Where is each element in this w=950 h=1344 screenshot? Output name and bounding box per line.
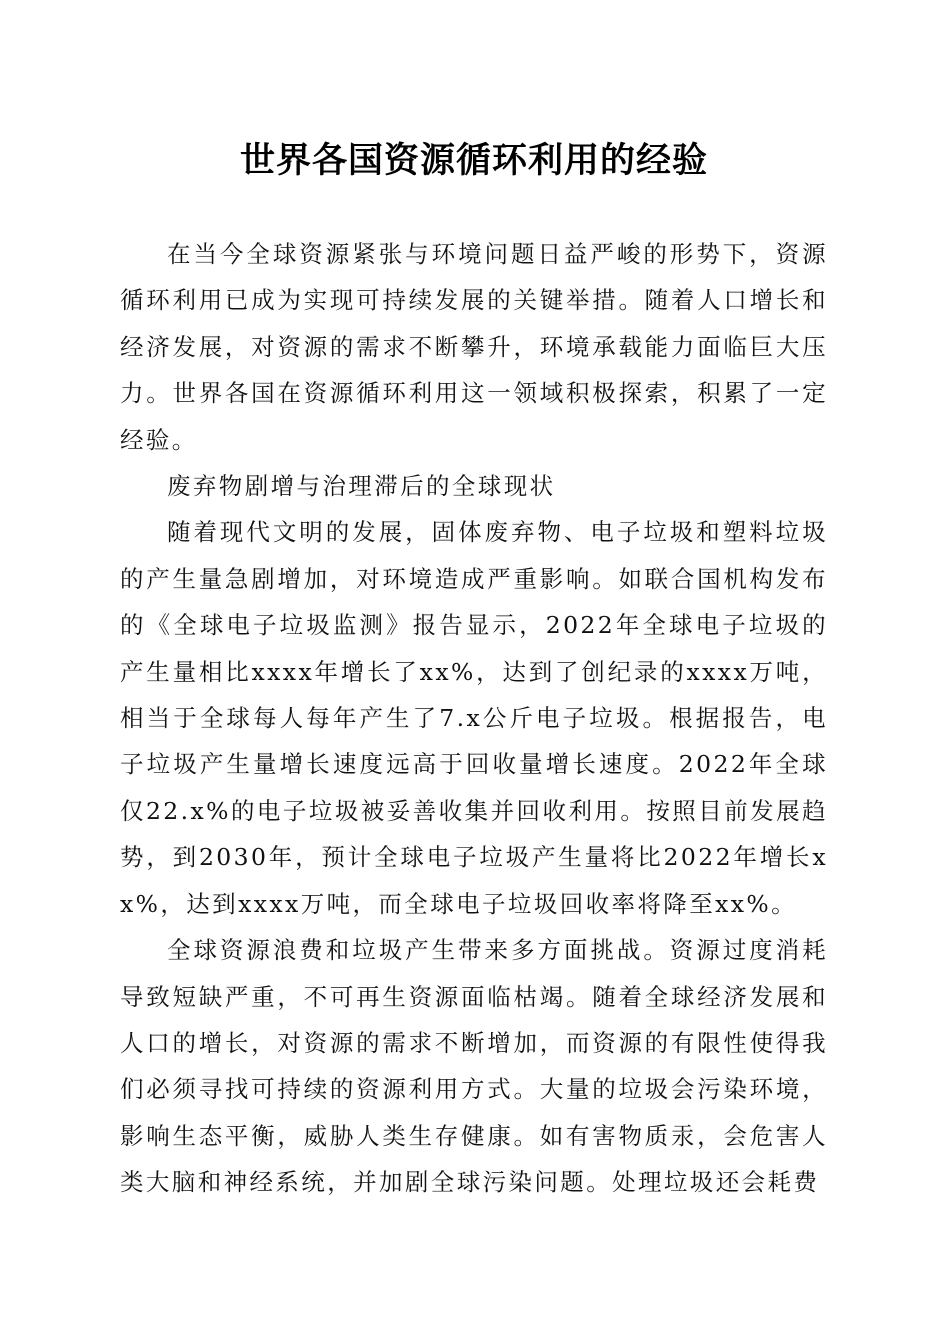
document-body	[120, 231, 828, 1206]
paragraph-challenges: 全球资源浪费和垃圾产生带来多方面挑战。资源过度消耗导致短缺严重，不可再生资源面临枯竭。随着全球经济发展和人口的增长，对资源的需求不断增加，而资源的有限性使得我们必须寻找可持续的资源利用方式。大量的垃圾会污染环境，影响生态平衡，威胁人类生存健康。如有害物质汞，会危害人类大脑和神经系统，并加剧全球污染问题。处理垃圾还会耗费	[120, 936, 828, 1197]
paragraph-ewaste: 随着现代文明的发展，固体废弃物、电子垃圾和塑料垃圾的产生量急剧增加，对环境造成严重影响。如联合国机构发布的《全球电子垃圾监测》报告显示，2022年全球电子垃圾的产生量相比xxxx年增长了xx%，达到了创纪录的xxxx万吨，相当于全球每人每年产生了7.x公斤电子垃圾。根据报告，电子垃圾产生量增长速度远高于回收量增长速度。2022年全球仅22.x%的电子垃圾被妥善收集并回收利用。按照目前发展趋势，到2030年，预计全球电子垃圾产生量将比2022年增长xx%，达到xxxx万吨，而全球电子垃圾回收率将降至xx%。	[120, 518, 828, 918]
paragraph-intro: 在当今全球资源紧张与环境问题日益严峻的形势下，资源循环利用已成为实现可持续发展的关键举措。随着人口增长和经济发展，对资源的需求不断攀升，环境承载能力面临巨大压力。世界各国在资源循环利用这一领域积极探索，积累了一定经验。	[120, 240, 828, 454]
document-title: 世界各国资源循环利用的经验	[239, 140, 708, 181]
section-heading: 废弃物剧增与治理滞后的全球现状	[167, 472, 556, 501]
